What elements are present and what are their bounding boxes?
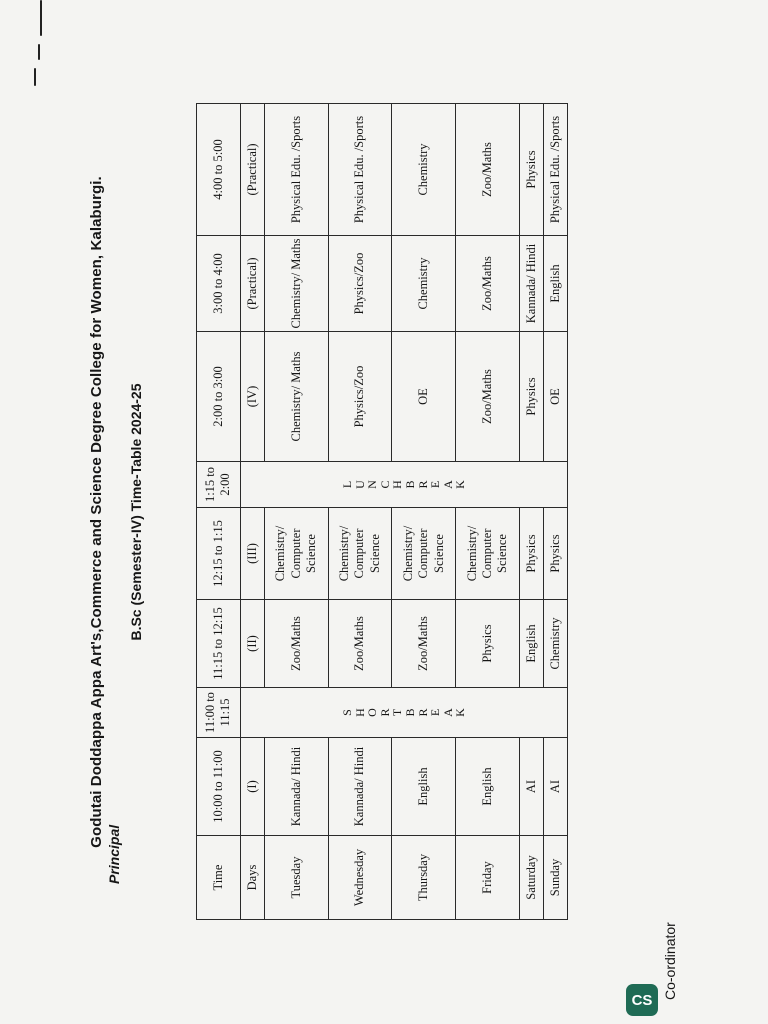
day-row [328,104,392,920]
principal-signature-label: Principal [106,824,122,884]
day-name: Wednesday [328,836,392,920]
period-4-subject: Physics [520,332,544,462]
time-header: Time [197,836,241,920]
day-row [544,104,568,920]
timetable [196,103,568,920]
day-name: Saturday [520,836,544,920]
practical-1-subject: Chemistry/ Maths [264,236,328,332]
period-label: (III) [240,508,264,600]
day-row [264,104,328,920]
period-3-subject: Chemistry/ Computer Science [328,508,392,600]
coordinator-signature-label: Co-ordinator [662,922,678,1000]
period-1-subject: AI [520,738,544,836]
period-4-subject: OE [544,332,568,462]
period-3-subject: Chemistry/ Computer Science [264,508,328,600]
period-1-subject: Kannada/ Hindi [264,738,328,836]
lunch-break-letter: N [365,480,380,489]
lunch-break-letter: H [390,480,405,489]
short-break-letter: R [377,708,392,717]
period-2-subject: Zoo/Maths [328,600,392,688]
practical-1-subject: Chemistry [392,236,456,332]
period-3-subject: Chemistry/ Computer Science [392,508,456,600]
period-2-subject: Zoo/Maths [264,600,328,688]
practical-2-subject: Zoo/Maths [456,104,520,236]
period-4-subject: Physics/Zoo [328,332,392,462]
time-slot: 12:15 to 1:15 [197,508,241,600]
time-row [197,104,241,920]
period-4-subject: Zoo/Maths [456,332,520,462]
timetable-body [197,104,568,920]
practical-1-subject: English [544,236,568,332]
period-label: (IV) [240,332,264,462]
period-label: (II) [240,600,264,688]
practical-2-subject: Physical Edu. /Sports [328,104,392,236]
day-name: Tuesday [264,836,328,920]
short-break-letter: T [390,708,405,717]
short-break-letter: H [352,708,367,717]
period-4-subject: OE [392,332,456,462]
period-2-subject: Zoo/Maths [392,600,456,688]
short-break-letter: A [440,708,455,717]
short-break-letter: K [453,708,468,717]
period-2-subject: English [520,600,544,688]
time-slot: 3:00 to 4:00 [197,236,241,332]
period-2-subject: Physics [456,600,520,688]
period-3-subject: Physics [520,508,544,600]
lunch-break-letter: C [377,480,392,489]
period-1-subject: English [456,738,520,836]
time-slot: 4:00 to 5:00 [197,104,241,236]
day-name: Friday [456,836,520,920]
period-3-subject: Chemistry/ Computer Science [456,508,520,600]
period-label: (Practical) [240,104,264,236]
period-1-subject: AI [544,738,568,836]
day-name: Sunday [544,836,568,920]
lunch-break-letter: B [402,480,417,489]
lunch-break-letter: L [339,480,354,489]
short-break-letter: S [339,709,354,716]
practical-1-subject: Kannada/ Hindi [520,236,544,332]
camscanner-logo-icon: CS [626,984,658,1016]
days-header: Days [240,836,264,920]
lunch-break-letter: K [453,480,468,489]
practical-2-subject: Physical Edu. /Sports [264,104,328,236]
college-title: Godutai Doddappa Appa Art's,Commerce and Science Degree College for Women, Kalaburgi. [88,176,105,848]
time-slot: 11:15 to 12:15 [197,600,241,688]
day-row [520,104,544,920]
practical-1-subject: Physics/Zoo [328,236,392,332]
lunch-break-letter: A [440,480,455,489]
time-slot: 10:00 to 11:00 [197,738,241,836]
lunch-break-letter: E [428,480,443,489]
period-label: (Practical) [240,236,264,332]
lunch-break-letter: R [415,480,430,489]
period-row [240,104,264,920]
day-row [392,104,456,920]
time-slot: 2:00 to 3:00 [197,332,241,462]
short-break-letter: R [415,708,430,717]
lunch-break-letter: U [352,480,367,489]
time-slot: 1:15 to 2:00 [197,462,241,508]
period-1-subject: Kannada/ Hindi [328,738,392,836]
practical-1-subject: Zoo/Maths [456,236,520,332]
practical-2-subject: Physical Edu. /Sports [544,104,568,236]
short-break-cell [240,688,567,738]
time-slot: 11:00 to 11:15 [197,688,241,738]
timetable-subtitle: B.Sc (Semester-IV) Time-Table 2024-25 [128,383,144,641]
period-4-subject: Chemistry/ Maths [264,332,328,462]
day-name: Thursday [392,836,456,920]
period-2-subject: Chemistry [544,600,568,688]
lunch-break-cell [240,462,567,508]
day-row [456,104,520,920]
short-break-letter: E [428,708,443,717]
short-break-letter: O [365,708,380,717]
period-3-subject: Physics [544,508,568,600]
period-label: (I) [240,738,264,836]
practical-2-subject: Chemistry [392,104,456,236]
short-break-letter: B [402,708,417,717]
period-1-subject: English [392,738,456,836]
practical-2-subject: Physics [520,104,544,236]
